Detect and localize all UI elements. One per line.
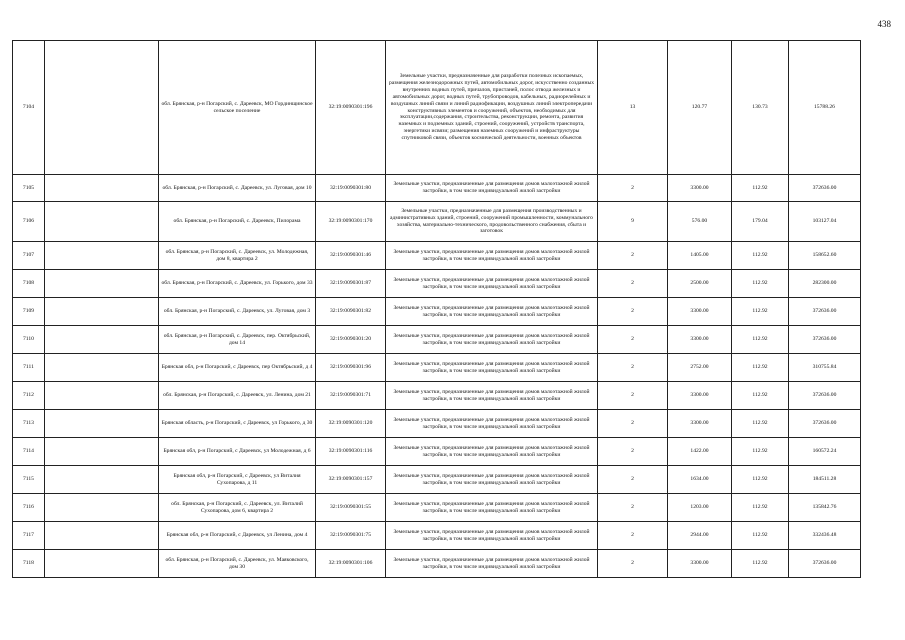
blank-cell <box>45 438 159 466</box>
address-cell: Брянская обл, р-н Погарский, с Дареевск, пер Октябрьский, д 4 <box>159 354 316 382</box>
use-code-cell: 2 <box>598 522 668 550</box>
area-cell: 3300.00 <box>668 298 732 326</box>
specific-value-cell: 112.92 <box>732 550 789 578</box>
table-row <box>13 466 861 494</box>
cadastral-number-cell: 32:19:0090301:75 <box>316 522 386 550</box>
row-number-cell: 7110 <box>13 326 45 354</box>
table-row <box>13 494 861 522</box>
land-use-cell: Земельные участки, предназначенные для размещения домов малоэтажной жилой застройки, в том числе индивидуальной жилой застройки <box>386 354 598 382</box>
land-use-cell: Земельные участки, предназначенные для размещения домов малоэтажной жилой застройки, в том числе индивидуальной жилой застройки <box>386 382 598 410</box>
specific-value-cell: 112.92 <box>732 326 789 354</box>
row-number-cell: 7114 <box>13 438 45 466</box>
address-cell: Брянская обл, р-н Погарский, с Дареевск, ул Виталия Сухопарова, д 11 <box>159 466 316 494</box>
cadastral-value-cell: 184511.28 <box>789 466 861 494</box>
blank-cell <box>45 175 159 202</box>
cadastral-value-cell: 372636.00 <box>789 382 861 410</box>
land-use-cell: Земельные участки, предназначенные для размещения домов малоэтажной жилой застройки, в том числе индивидуальной жилой застройки <box>386 410 598 438</box>
area-cell: 1405.00 <box>668 242 732 270</box>
table-row <box>13 550 861 578</box>
cadastral-number-cell: 32:19:0090301:20 <box>316 326 386 354</box>
table-row <box>13 175 861 202</box>
cadastral-number-cell: 32:19:0090301:96 <box>316 354 386 382</box>
address-cell: обл. Брянская, р-н Погарский, с. Дареевск, пер. Октябрьский, дом 14 <box>159 326 316 354</box>
blank-cell <box>45 242 159 270</box>
area-cell: 2500.00 <box>668 270 732 298</box>
blank-cell <box>45 410 159 438</box>
specific-value-cell: 112.92 <box>732 494 789 522</box>
table-row <box>13 326 861 354</box>
specific-value-cell: 112.92 <box>732 410 789 438</box>
land-use-cell: Земельные участки, предназначенные для размещения домов малоэтажной жилой застройки, в том числе индивидуальной жилой застройки <box>386 522 598 550</box>
blank-cell <box>45 382 159 410</box>
row-number-cell: 7117 <box>13 522 45 550</box>
land-use-cell: Земельные участки, предназначенные для размещения домов малоэтажной жилой застройки, в том числе индивидуальной жилой застройки <box>386 175 598 202</box>
cadastral-value-cell: 103127.04 <box>789 202 861 242</box>
specific-value-cell: 112.92 <box>732 270 789 298</box>
specific-value-cell: 112.92 <box>732 466 789 494</box>
row-number-cell: 7112 <box>13 382 45 410</box>
area-cell: 1203.00 <box>668 494 732 522</box>
specific-value-cell: 112.92 <box>732 354 789 382</box>
cadastral-number-cell: 32:19:0090301:120 <box>316 410 386 438</box>
use-code-cell: 2 <box>598 326 668 354</box>
cadastral-number-cell: 32:19:0090301:71 <box>316 382 386 410</box>
land-use-cell: Земельные участки, предназначенные для размещения домов малоэтажной жилой застройки, в том числе индивидуальной жилой застройки <box>386 550 598 578</box>
address-cell: Брянская обл, р-н Погарский, с Дареевск, ул Молодежная, д 6 <box>159 438 316 466</box>
use-code-cell: 2 <box>598 410 668 438</box>
area-cell: 1634.00 <box>668 466 732 494</box>
address-cell: обл. Брянская, р-н Погарский, с. Дареевск, МО Гординщинское сельское поселение <box>159 41 316 175</box>
cadastral-value-cell: 332436.48 <box>789 522 861 550</box>
specific-value-cell: 112.92 <box>732 298 789 326</box>
specific-value-cell: 112.92 <box>732 382 789 410</box>
row-number-cell: 7118 <box>13 550 45 578</box>
row-number-cell: 7116 <box>13 494 45 522</box>
land-use-cell: Земельные участки, предназначенные для размещения домов малоэтажной жилой застройки, в том числе индивидуальной жилой застройки <box>386 438 598 466</box>
cadastral-value-cell: 158652.60 <box>789 242 861 270</box>
table-row <box>13 438 861 466</box>
row-number-cell: 7113 <box>13 410 45 438</box>
area-cell: 2944.00 <box>668 522 732 550</box>
use-code-cell: 2 <box>598 382 668 410</box>
specific-value-cell: 112.92 <box>732 522 789 550</box>
area-cell: 1422.00 <box>668 438 732 466</box>
blank-cell <box>45 494 159 522</box>
use-code-cell: 13 <box>598 41 668 175</box>
area-cell: 3300.00 <box>668 410 732 438</box>
address-cell: обл. Брянская, р-н Погарский, с. Дареевск, ул. Маяковского, дом 30 <box>159 550 316 578</box>
cadastral-number-cell: 32:19:0090301:80 <box>316 175 386 202</box>
area-cell: 3300.00 <box>668 550 732 578</box>
row-number-cell: 7115 <box>13 466 45 494</box>
cadastral-number-cell: 32:19:0090301:170 <box>316 202 386 242</box>
blank-cell <box>45 522 159 550</box>
cadastral-number-cell: 32:19:0090301:106 <box>316 550 386 578</box>
address-cell: обл. Брянская, р-н Погарский, с. Дареевск, ул. Луговая, дом 10 <box>159 175 316 202</box>
table-row <box>13 382 861 410</box>
cadastral-number-cell: 32:19:0090301:55 <box>316 494 386 522</box>
address-cell: обл. Брянская, р-н Погарский, с. Дареевск, Пилорама <box>159 202 316 242</box>
specific-value-cell: 112.92 <box>732 175 789 202</box>
use-code-cell: 2 <box>598 298 668 326</box>
table-row <box>13 270 861 298</box>
use-code-cell: 2 <box>598 242 668 270</box>
blank-cell <box>45 270 159 298</box>
use-code-cell: 9 <box>598 202 668 242</box>
cadastral-value-cell: 160572.24 <box>789 438 861 466</box>
area-cell: 2752.00 <box>668 354 732 382</box>
row-number-cell: 7105 <box>13 175 45 202</box>
specific-value-cell: 179.04 <box>732 202 789 242</box>
address-cell: Брянская обл, р-н Погарский, с Дареевск, ул Ленина, дом 4 <box>159 522 316 550</box>
specific-value-cell: 130.73 <box>732 41 789 175</box>
blank-cell <box>45 41 159 175</box>
specific-value-cell: 112.92 <box>732 242 789 270</box>
table-row <box>13 202 861 242</box>
use-code-cell: 2 <box>598 354 668 382</box>
table-row <box>13 298 861 326</box>
land-use-cell: Земельные участки, предназначенные для разработки полезных ископаемых, размещения железнодорожных путей, автомобильных дорог, искусственно созданных внутренних водных путей, причалов, пристаней, полос отвода железных и автомобильных дорог, водных путей, трубопроводов, кабельных, радиорелейных и воздушных линий связи и линий радиофикации, воздушных линий электропередачи конструктивных элементов и сооружений, объектов, необходимых для эксплуатации,содержания, строительства, реконструкции, ремонта, развития наземных и подземных зданий, строений, сооружений, устройств транспорта, энергетики исвязи; размещения наземных сооружений и инфраструктуры спутниковой связи, объектов космической деятельности, военных объектов <box>386 41 598 175</box>
row-number-cell: 7104 <box>13 41 45 175</box>
address-cell: обл. Брянская, р-н Погарский, с. Дареевск, ул. Горького, дом 33 <box>159 270 316 298</box>
cadastral-number-cell: 32:19:0090301:116 <box>316 438 386 466</box>
cadastral-value-cell: 135842.76 <box>789 494 861 522</box>
land-use-cell: Земельные участки, предназначенные для размещения домов малоэтажной жилой застройки, в том числе индивидуальной жилой застройки <box>386 326 598 354</box>
cadastral-number-cell: 32:19:0090301:157 <box>316 466 386 494</box>
cadastral-value-table <box>12 40 861 578</box>
table-body <box>13 41 861 578</box>
land-use-cell: Земельные участки, предназначенные для размещения домов малоэтажной жилой застройки, в том числе индивидуальной жилой застройки <box>386 242 598 270</box>
blank-cell <box>45 298 159 326</box>
blank-cell <box>45 550 159 578</box>
cadastral-number-cell: 32:19:0090301:46 <box>316 242 386 270</box>
page-number: 438 <box>877 19 891 29</box>
address-cell: обл. Брянская, р-н Погарский, с. Дареевск, ул. Луговая, дом 3 <box>159 298 316 326</box>
area-cell: 3300.00 <box>668 175 732 202</box>
cadastral-value-cell: 310755.84 <box>789 354 861 382</box>
land-use-cell: Земельные участки, предназначенные для размещения домов малоэтажной жилой застройки, в том числе индивидуальной жилой застройки <box>386 466 598 494</box>
cadastral-number-cell: 32:19:0090301:196 <box>316 41 386 175</box>
table-row <box>13 410 861 438</box>
row-number-cell: 7111 <box>13 354 45 382</box>
cadastral-number-cell: 32:19:0090301:87 <box>316 270 386 298</box>
address-cell: обл. Брянская, р-н Погарский, с. Дареевск, ул. Молодежная, дом 8, квартира 2 <box>159 242 316 270</box>
cadastral-number-cell: 32:19:0090301:82 <box>316 298 386 326</box>
area-cell: 120.77 <box>668 41 732 175</box>
use-code-cell: 2 <box>598 466 668 494</box>
area-cell: 576.00 <box>668 202 732 242</box>
table-row <box>13 242 861 270</box>
table-row <box>13 354 861 382</box>
address-cell: обл. Брянская, р-н Погарский, с. Дареевск, ул. Виталий Сухопарова, дом 6, квартира 2 <box>159 494 316 522</box>
cadastral-value-cell: 372636.00 <box>789 550 861 578</box>
use-code-cell: 2 <box>598 438 668 466</box>
row-number-cell: 7107 <box>13 242 45 270</box>
blank-cell <box>45 466 159 494</box>
row-number-cell: 7108 <box>13 270 45 298</box>
specific-value-cell: 112.92 <box>732 438 789 466</box>
row-number-cell: 7109 <box>13 298 45 326</box>
blank-cell <box>45 326 159 354</box>
row-number-cell: 7106 <box>13 202 45 242</box>
land-use-cell: Земельные участки, предназначенные для размещения домов малоэтажной жилой застройки, в том числе индивидуальной жилой застройки <box>386 494 598 522</box>
blank-cell <box>45 202 159 242</box>
use-code-cell: 2 <box>598 550 668 578</box>
land-use-cell: Земельные участки, предназначенные для размещения производственных и административных зданий, строений, сооружений промышленности, коммунального хозяйства, материально-технического, продовольственного снабжения, сбыта и заготовок <box>386 202 598 242</box>
area-cell: 3300.00 <box>668 382 732 410</box>
land-use-cell: Земельные участки, предназначенные для размещения домов малоэтажной жилой застройки, в том числе индивидуальной жилой застройки <box>386 270 598 298</box>
area-cell: 3300.00 <box>668 326 732 354</box>
address-cell: обл. Брянская, р-н Погарский, с. Дареевск, ул. Ленина, дом 21 <box>159 382 316 410</box>
address-cell: Брянская область, р-н Погарский, с Дареевск, ул Горького, д 30 <box>159 410 316 438</box>
use-code-cell: 2 <box>598 494 668 522</box>
use-code-cell: 2 <box>598 270 668 298</box>
cadastral-value-cell: 282300.00 <box>789 270 861 298</box>
table-row <box>13 41 861 175</box>
blank-cell <box>45 354 159 382</box>
use-code-cell: 2 <box>598 175 668 202</box>
cadastral-value-cell: 372636.00 <box>789 410 861 438</box>
table-row <box>13 522 861 550</box>
cadastral-value-cell: 372636.00 <box>789 326 861 354</box>
land-use-cell: Земельные участки, предназначенные для размещения домов малоэтажной жилой застройки, в том числе индивидуальной жилой застройки <box>386 298 598 326</box>
cadastral-value-cell: 372636.00 <box>789 298 861 326</box>
cadastral-value-cell: 372636.00 <box>789 175 861 202</box>
cadastral-value-cell: 15788.26 <box>789 41 861 175</box>
